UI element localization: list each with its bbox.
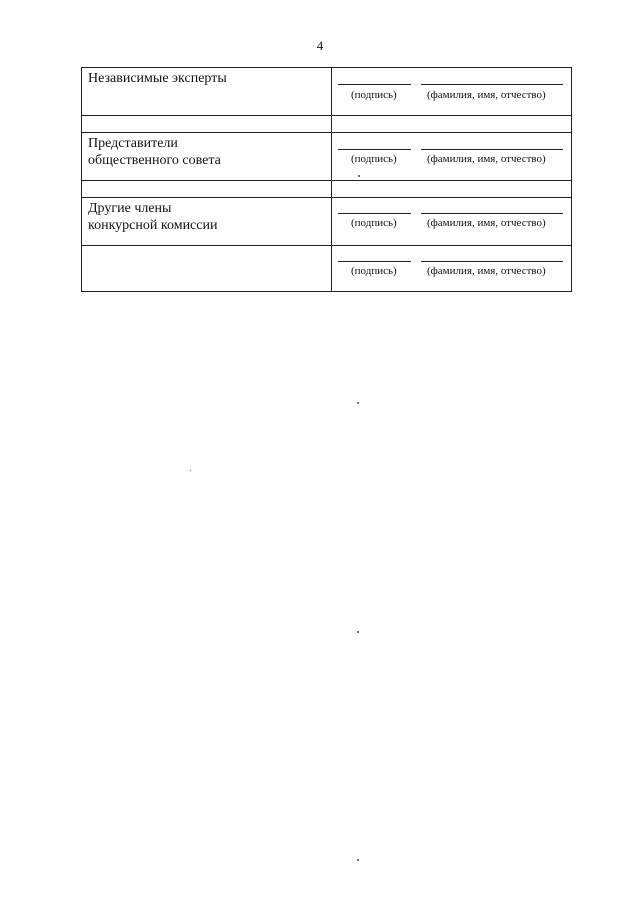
page-number: 4 <box>316 38 324 53</box>
spacer-cell <box>82 116 332 133</box>
name-caption: (фамилия, имя, отчество) <box>427 265 546 277</box>
signature-caption: (подпись) <box>351 265 397 277</box>
role-cell <box>82 133 332 181</box>
role-cell <box>82 246 332 292</box>
scan-speck <box>357 631 359 633</box>
scan-speck <box>190 470 191 471</box>
name-caption: (фамилия, имя, отчество) <box>427 89 546 101</box>
role-cell <box>82 68 332 116</box>
role-label-public-council: Представители общественного совета <box>88 136 221 168</box>
signature-caption: (подпись) <box>351 153 397 165</box>
scan-speck <box>357 402 359 404</box>
signature-table <box>81 67 572 292</box>
role-label-independent-experts: Независимые эксперты <box>88 71 227 86</box>
signature-caption: (подпись) <box>351 217 397 229</box>
spacer-cell <box>332 181 572 198</box>
name-line <box>421 213 563 214</box>
table-spacer-row <box>82 116 572 133</box>
role-cell <box>82 198 332 246</box>
signature-line <box>338 213 411 214</box>
scan-speck <box>357 859 359 861</box>
name-caption: (фамилия, имя, отчество) <box>427 217 546 229</box>
table-spacer-row <box>82 181 572 198</box>
signature-line <box>338 261 411 262</box>
table-row <box>82 198 572 246</box>
signature-cell <box>332 246 572 292</box>
name-caption: (фамилия, имя, отчество) <box>427 153 546 165</box>
signature-line <box>338 84 411 85</box>
name-line <box>421 149 563 150</box>
signature-caption: (подпись) <box>351 89 397 101</box>
role-label-other-commission-members: Другие члены конкурсной комиссии <box>88 201 218 233</box>
spacer-cell <box>332 116 572 133</box>
name-line <box>421 261 563 262</box>
role-label-empty <box>82 246 331 248</box>
table-row <box>82 68 572 116</box>
scan-speck <box>358 175 360 177</box>
signature-cell <box>332 68 572 116</box>
signature-cell <box>332 198 572 246</box>
signature-line <box>338 149 411 150</box>
signature-cell <box>332 133 572 181</box>
table-row <box>82 133 572 181</box>
name-line <box>421 84 563 85</box>
table-row <box>82 246 572 292</box>
spacer-cell <box>82 181 332 198</box>
